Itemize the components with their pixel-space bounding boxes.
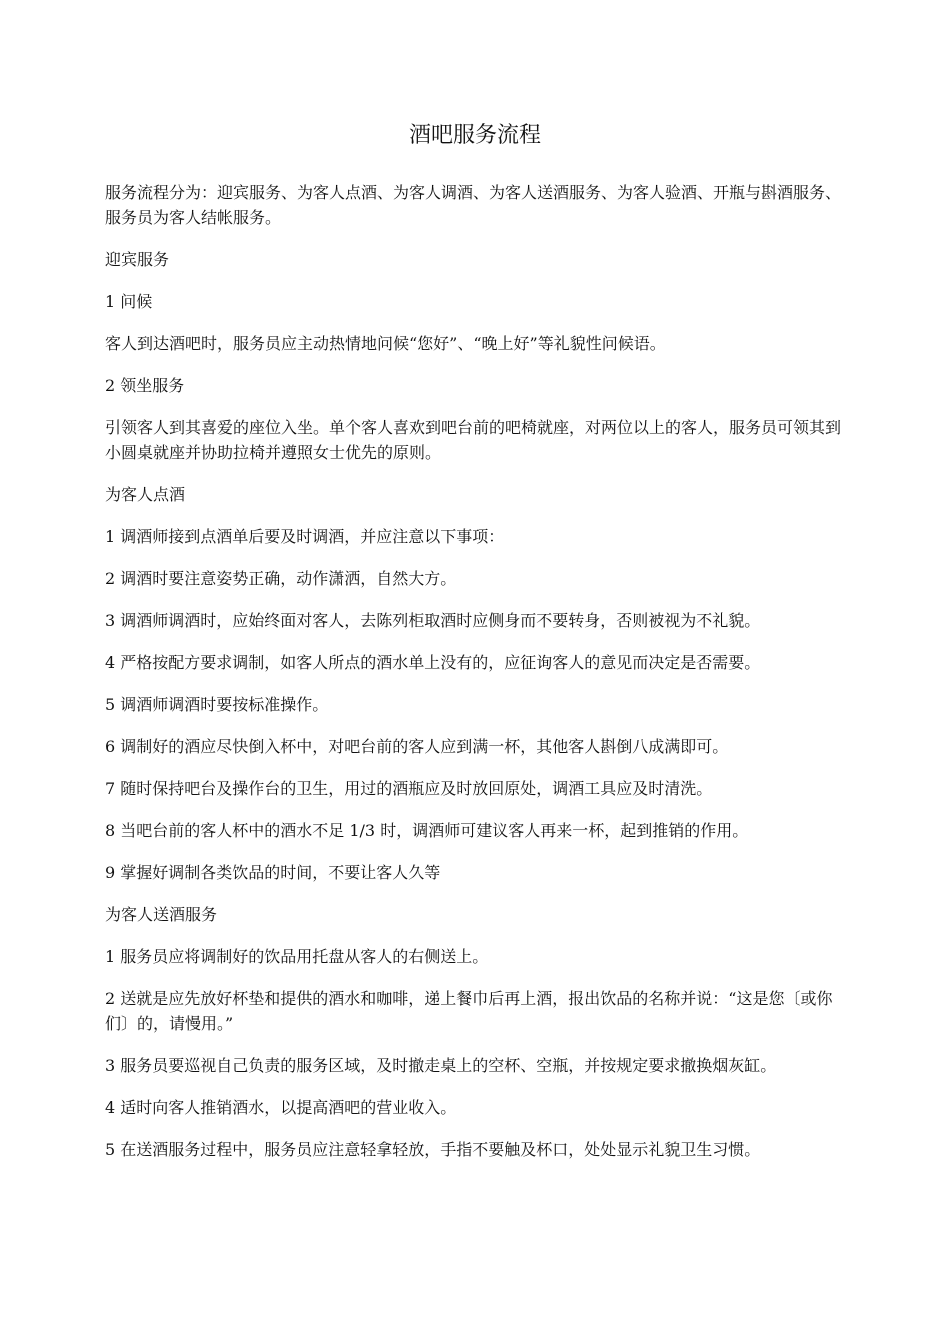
list-item: 5 在送酒服务过程中，服务员应注意轻拿轻放，手指不要触及杯口，处处显示礼貌卫生习惯。 [105, 1140, 761, 1159]
document-title: 酒吧服务流程 [408, 123, 541, 148]
section-heading-serve: 为客人送酒服务 [105, 905, 218, 924]
body-paragraph: 引领客人到其喜爱的座位入坐。单个客人喜欢到吧台前的吧椅就座，对两位以上的客人，服务员可领其到小圆桌就座并协助拉椅并遵照女士优先的原则。 [105, 418, 842, 462]
list-item: 1 服务员应将调制好的饮品用托盘从客人的右侧送上。 [105, 947, 489, 966]
list-item: 3 服务员要巡视自己负责的服务区域，及时撤走桌上的空杯、空瓶，并按规定要求撤换烟灰缸。 [105, 1056, 777, 1075]
list-item: 8 当吧台前的客人杯中的酒水不足 1/3 时，调酒师可建议客人再来一杯，起到推销的作用。 [105, 821, 749, 840]
list-item: 4 严格按配方要求调制，如客人所点的酒水单上没有的，应征询客人的意见而决定是否需要。 [105, 653, 761, 672]
list-item: 1 问候 [105, 292, 153, 311]
list-item: 2 调酒时要注意姿势正确，动作潇洒，自然大方。 [105, 569, 457, 588]
list-item: 2 领坐服务 [105, 376, 185, 395]
list-item: 7 随时保持吧台及操作台的卫生，用过的酒瓶应及时放回原处，调酒工具应及时清洗。 [105, 779, 713, 798]
list-item: 4 适时向客人推销酒水，以提高酒吧的营业收入。 [105, 1098, 457, 1117]
document-body [105, 180, 850, 1179]
intro-paragraph: 服务流程分为：迎宾服务、为客人点酒、为客人调酒、为客人送酒服务、为客人验酒、开瓶与斟酒服务、服务员为客人结帐服务。 [105, 183, 842, 227]
list-item: 6 调制好的酒应尽快倒入杯中，对吧台前的客人应到满一杯，其他客人斟倒八成满即可。 [105, 737, 729, 756]
list-item: 2 送就是应先放好杯垫和提供的酒水和咖啡，递上餐巾后再上酒，报出饮品的名称并说：“这是您〔或你们〕的，请慢用。” [105, 989, 833, 1033]
list-item: 1 调酒师接到点酒单后要及时调酒，并应注意以下事项： [105, 527, 505, 546]
body-paragraph: 客人到达酒吧时，服务员应主动热情地问候“您好”、“晚上好”等礼貌性问候语。 [105, 334, 666, 353]
list-item: 3 调酒师调酒时，应始终面对客人，去陈列柜取酒时应侧身而不要转身，否则被视为不礼貌。 [105, 611, 761, 630]
list-item: 5 调酒师调酒时要按标准操作。 [105, 695, 329, 714]
section-heading-welcome: 迎宾服务 [105, 250, 170, 269]
list-item: 9 掌握好调制各类饮品的时间，不要让客人久等 [105, 863, 441, 882]
section-heading-order: 为客人点酒 [105, 485, 186, 504]
